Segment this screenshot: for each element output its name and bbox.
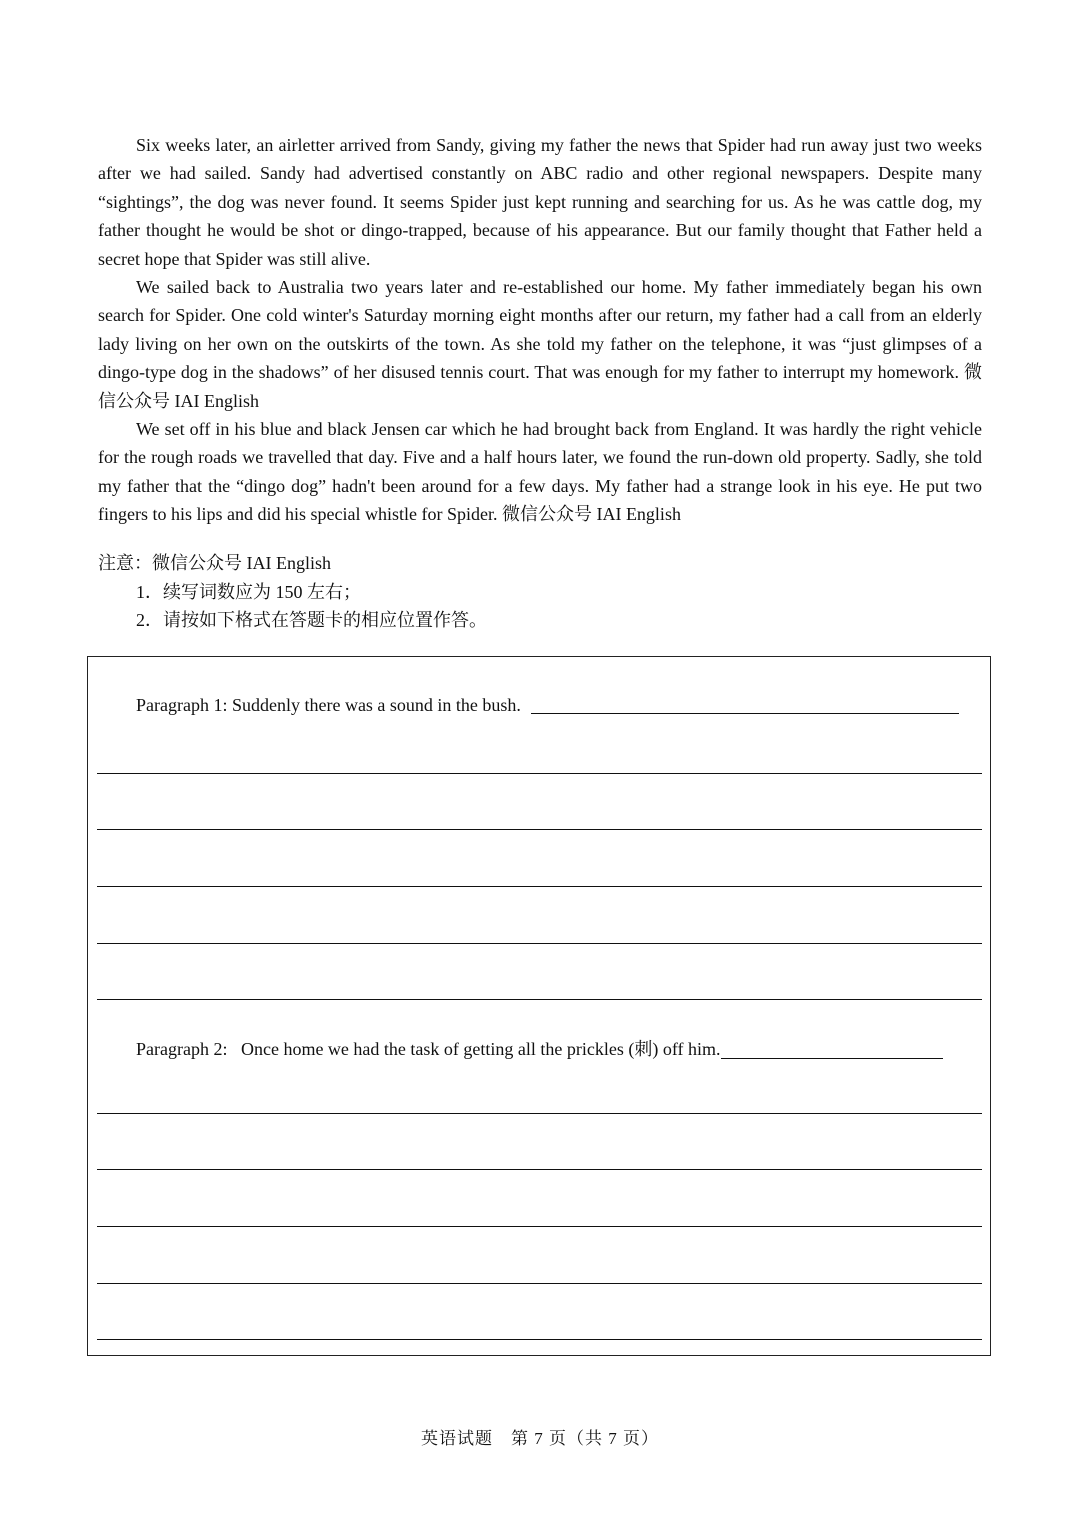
paragraph-1-prompt: Paragraph 1: Suddenly there was a sound in the bush. [136,695,521,715]
passage-paragraph-3: We set off in his blue and black Jensen car which he had brought back from England. It was hardly the right vehicle for the rough roads we travelled that day. Five and a half hours later, we found the run-down old property. Sadly, she told my father that the “dingo dog” hadn't been around for a few days. My father had a strange look in his eye. He put two fingers to his lips and did his special whistle for Spider. 微信公众号 IAI English [98,419,982,525]
answer-line[interactable] [97,1226,982,1227]
answer-line[interactable] [97,1169,982,1170]
answer-line[interactable] [97,943,982,944]
passage-paragraph-1: Six weeks later, an airletter arrived from Sandy, giving my father the news that Spider had run away just two weeks after we had sailed. Sandy had advertised constantly on ABC radio and other regional newspapers. Despite many “sightings”, the dog was never found. It seems Spider just kept running and searching for us. As he was cattle dog, my father thought he would be shot or dingo-trapped, because of his appearance. But our family thought that Father held a secret hope that Spider was still alive. [98,135,982,269]
instructions [98,549,982,635]
page-footer: 英语试题 第 7 页（共 7 页） [421,1429,659,1448]
answer-line[interactable] [97,886,982,887]
answer-line[interactable] [97,1283,982,1284]
paragraph-2-prompt-line [136,1035,943,1061]
answer-line[interactable] [97,773,982,774]
answer-box [87,656,991,1356]
instruction-item-1: 1．续写词数应为 150 左右； [136,581,361,602]
answer-line[interactable] [97,1113,982,1114]
passage-paragraph-2: We sailed back to Australia two years later and re-established our home. My father immediately began his own search for Spider. One cold winter's Saturday morning eight months after our return, my father had a call from an elderly lady living on her own on the outskirts of the town. As she told my father on the telephone, it was “just glimpses of a dingo-type dog in the shadows” of her disused tennis court. That was enough for my father to interrupt my homework. 微信公众号 IAI English [98,277,982,411]
answer-line[interactable] [97,1339,982,1340]
paragraph-1-blank[interactable] [531,712,959,714]
answer-line[interactable] [97,999,982,1000]
instructions-title: 注意：微信公众号 IAI English [98,553,331,573]
paragraph-2-prompt: Paragraph 2: Once home we had the task of getting all the prickles (刺) off him. [136,1039,721,1059]
answer-line[interactable] [97,829,982,830]
paragraph-1-prompt-line [136,695,959,716]
paragraph-2-blank[interactable] [721,1057,943,1059]
instruction-item-2: 2．请按如下格式在答题卡的相应位置作答。 [136,610,487,630]
reading-passage [98,131,982,529]
